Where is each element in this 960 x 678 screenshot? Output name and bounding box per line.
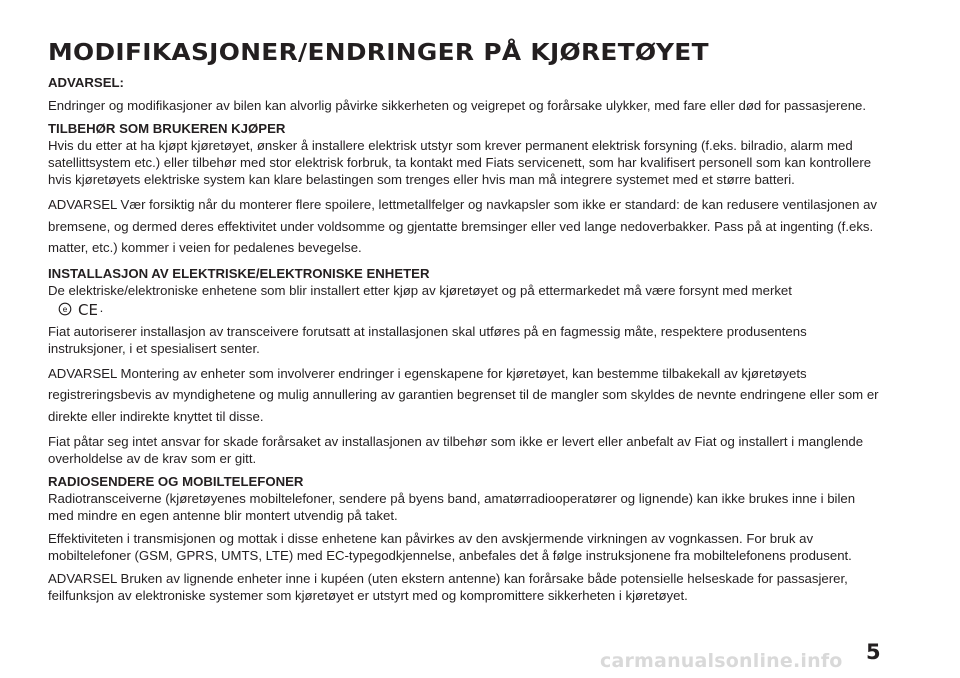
installasjon-heading: INSTALLASJON AV ELEKTRISKE/ELEKTRONISKE ENHETER — [48, 265, 430, 281]
watermark: carmanualsonline.info — [600, 650, 843, 672]
svg-text:CE: CE — [77, 300, 98, 317]
radio-text: Radiotransceiverne (kjøretøyenes mobiltelefoner, sendere på byens band, amatørradiooperatører og lignende) kan ikke brukes inne i bilen med mindre en egen antenne blir montert utvendig på taket. — [48, 491, 856, 524]
certification-marks — [56, 299, 100, 317]
installasjon-suffix: . — [99, 299, 104, 315]
tilbehor-text: Hvis du etter at ha kjøpt kjøretøyet, ønsker å installere elektrisk utstyr som krever permanent elektrisk forsyning (f.eks. bilradio, alarm med satellittsystem etc.) eller tilbehør med stor elektrisk forbruk, ta kontakt med Fiats servicenett, som har kvalifisert personell som kan kontrollere hvis kjøretøyets elektriske system kan klare belastingen som trenges eller hvis man må integrere systemet med et større batteri. — [48, 138, 872, 187]
advarsel-heading: ADVARSEL: — [48, 75, 124, 90]
installasjon-fiat: Fiat autoriserer installasjon av transceivere forutsatt at installasjonen skal utføres på en fagmessig måte, respektere produsentens instruksjoner, i et spesialisert senter. — [48, 323, 807, 356]
advarsel-text: Endringer og modifikasjoner av bilen kan alvorlig påvirke sikkerheten og veigrepet og forårsake ulykker, med fare eller død for passasjerene. — [48, 98, 867, 113]
page-title: MODIFIKASJONER/ENDRINGER PÅ KJØRETØYET — [48, 40, 709, 66]
ce-mark-icon — [78, 301, 100, 317]
svg-text:e: e — [62, 304, 68, 314]
page-number: 5 — [866, 640, 881, 664]
tilbehor-warning: ADVARSEL Vær forsiktig når du monterer flere spoilere, lettmetallfelger og navkapsler som ikke er standard: de kan redusere ventilasjonen av bremsene, og dermed deres effektivitet under voldsomme og gjentatte bremsinger eller ved lange nedoverbakker. Pass på at ingenting (f.eks. matter, etc.) kommer i veien for pedalenes bevegelse. — [48, 197, 878, 255]
radio-heading: RADIOSENDERE OG MOBILTELEFONER — [48, 474, 304, 490]
document-body — [48, 74, 884, 604]
installasjon-warning: ADVARSEL Montering av enheter som involverer endringer i egenskapene for kjøretøyet, kan bestemme tilbakekall av kjøretøyets registreringsbevis av myndighetene og mulig annullering av garantien begrenset til de mangler som skyldes de nevnte endringene eller som er direkte eller indirekte knyttet til disse. — [48, 365, 879, 424]
installasjon-ansvar: Fiat påtar seg intet ansvar for skade forårsaket av installasjonen av tilbehør som ikke er levert eller anbefalt av Fiat og installert i manglende overholdelse av de krav som er gitt. — [48, 434, 864, 467]
installasjon-text: De elektriske/elektroniske enhetene som blir installert etter kjøp av kjøretøyet og på ettermarkedet må være forsynt med merket — [48, 282, 792, 298]
installasjon-paragraph — [48, 282, 884, 317]
radio-effekt: Effektiviteten i transmisjonen og mottak i disse enhetene kan påvirkes av den avskjermende virkningen av vognkassen. For bruk av mobiltelefoner (GSM, GPRS, UMTS, LTE) med EC-typegodkjennelse, anbefales det å følge instruksjonene fra mobiltelefonens produsent. — [48, 531, 852, 564]
e-mark-icon — [56, 302, 74, 316]
radio-warning: ADVARSEL Bruken av lignende enheter inne i kupéen (uten ekstern antenne) kan forårsake både potensielle helseskade for passasjerer, feilfunksjon av elektroniske systemer som kjøretøyet er utstyrt med og kompromittere sikkerheten i kjøretøyet. — [48, 571, 848, 604]
tilbehor-heading: TILBEHØR SOM BRUKEREN KJØPER — [48, 121, 286, 136]
